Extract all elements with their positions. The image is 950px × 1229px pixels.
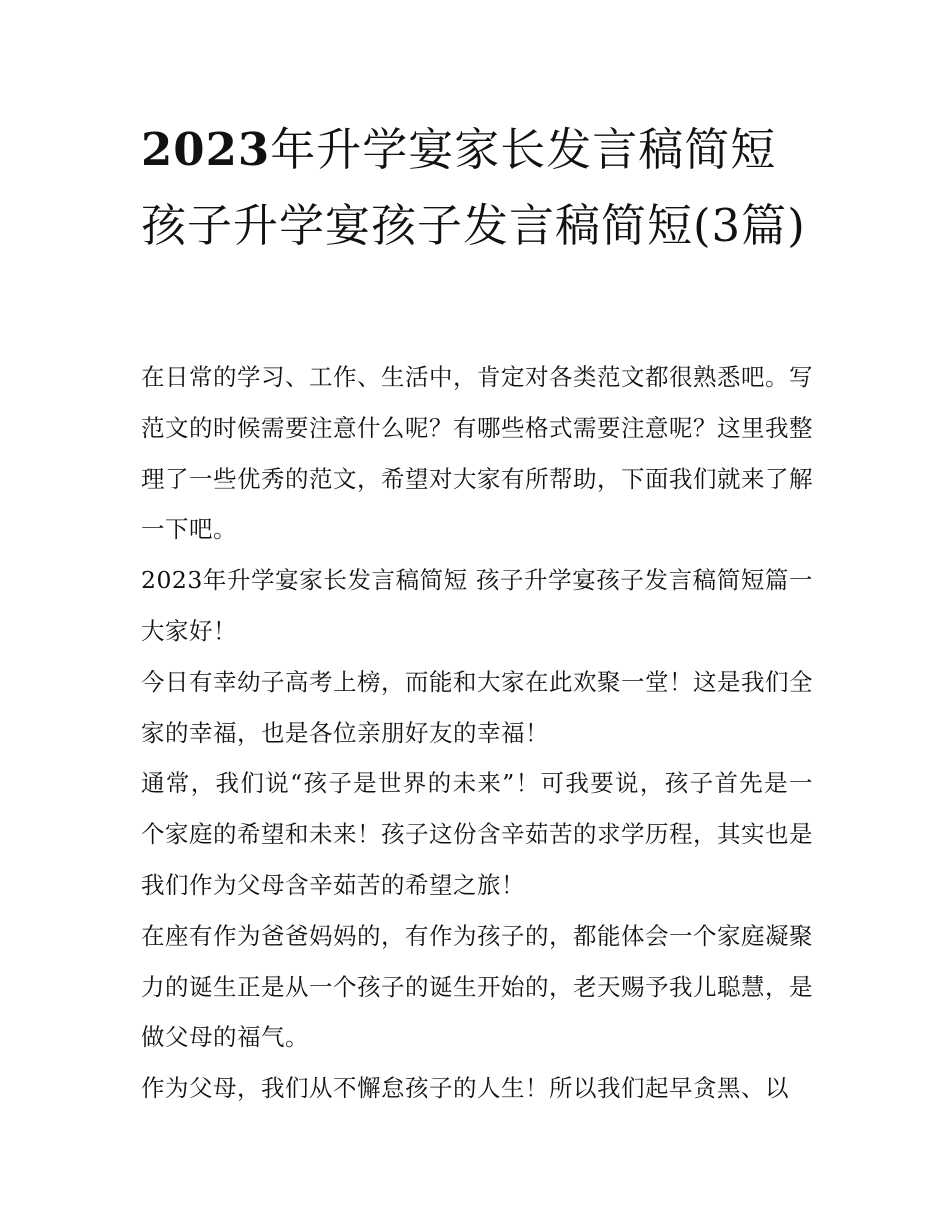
document-body (141, 352, 813, 1114)
paragraph: 通常，我们说“孩子是世界的未来”！可我要说，孩子首先是一个家庭的希望和未来！孩子这份含辛茹苦的求学历程，其实也是我们作为父母含辛茹苦的希望之旅！ (141, 769, 813, 899)
title-text: 年升学宴家长发言稿简短 孩子升学宴孩子发言稿简短(3篇) (141, 123, 806, 252)
paragraph: 在座有作为爸爸妈妈的，有作为孩子的，都能体会一个家庭凝聚力的诞生正是从一个孩子的诞生开始的，老天赐予我儿聪慧，是做父母的福气。 (141, 921, 813, 1052)
paragraph: 今日有幸幼子高考上榜，而能和大家在此欢聚一堂！这是我们全家的幸福，也是各位亲朋好友的幸福！ (141, 667, 813, 747)
paragraph-intro: 在日常的学习、工作、生活中，肯定对各类范文都很熟悉吧。写范文的时候需要注意什么呢？有哪些格式需要注意呢？这里我整理了一些优秀的范文，希望对大家有所帮助，下面我们就来了解一下吧。 (141, 363, 813, 544)
title-year: 2023 (141, 123, 271, 176)
paragraph-section-heading: 2023年升学宴家长发言稿简短 孩子升学宴孩子发言稿简短篇一 大家好！ (141, 566, 813, 645)
document-title (141, 112, 821, 264)
paragraph: 作为父母，我们从不懈怠孩子的人生！所以我们起早贪黑、以 (141, 1074, 789, 1103)
